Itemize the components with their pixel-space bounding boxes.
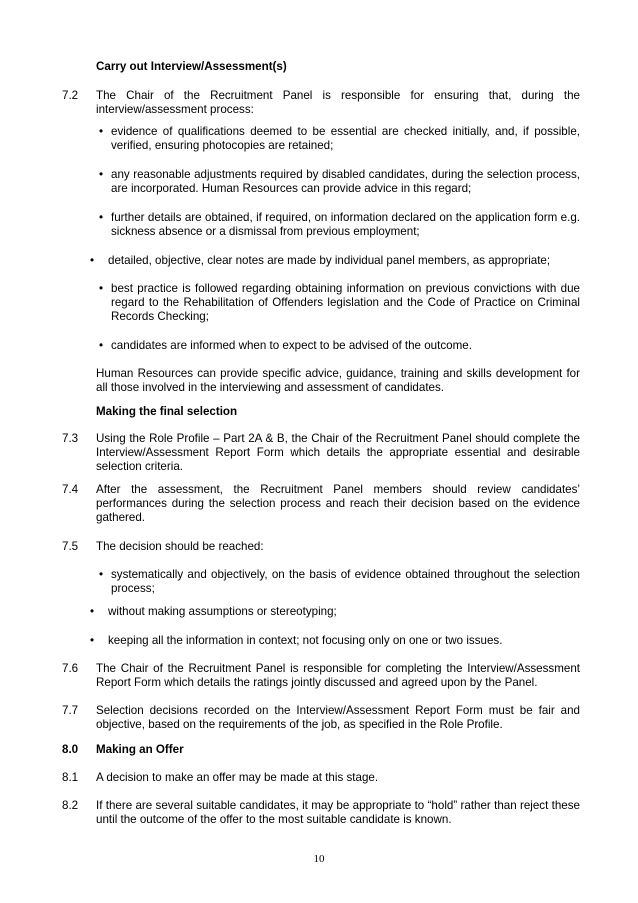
page-number: 10 (313, 853, 325, 865)
clause-text-8-2: If there are several suitable candidates, it may be appropriate to “hold” rather than reject these until the outcome of the offer to the most suitable candidate is known. (96, 799, 580, 826)
bullet-glyph: • (90, 605, 95, 618)
clause-number-7-7: 7.7 (62, 704, 79, 717)
hr-guidance-note: Human Resources can provide specific advice, guidance, training and skills development for all those involved in the interviewing and assessment of candidates. (96, 367, 580, 394)
clause-text-7-7: Selection decisions recorded on the Interview/Assessment Report Form must be fair and objective, based on the requirements of the job, as specified in the Role Profile. (96, 704, 580, 731)
section-heading-interview: Carry out Interview/Assessment(s) (96, 60, 287, 73)
bullet-item: any reasonable adjustments required by disabled candidates, during the selection process, are incorporated. Human Resources can provide advice in this regard; (111, 168, 580, 195)
clause-text-7-2: The Chair of the Recruitment Panel is responsible for ensuring that, during the interview/assessment process: (96, 89, 580, 116)
section-number-8-0: 8.0 (62, 743, 79, 756)
clause-number-7-4: 7.4 (62, 483, 79, 496)
bullet-item: candidates are informed when to expect to be advised of the outcome. (111, 339, 472, 352)
bullet-glyph: • (99, 211, 104, 224)
clause-text-7-6: The Chair of the Recruitment Panel is responsible for completing the Interview/Assessment Report Form which details the ratings jointly discussed and agreed upon by the Panel. (96, 662, 580, 689)
bullet-item: without making assumptions or stereotyping; (108, 605, 337, 618)
bullet-glyph: • (99, 168, 104, 181)
clause-number-7-3: 7.3 (62, 432, 79, 445)
section-heading-final-selection: Making the final selection (96, 405, 238, 418)
bullet-item: evidence of qualifications deemed to be essential are checked initially, and, if possible, verified, ensuring photocopies are retained; (111, 125, 580, 152)
clause-text-7-3: Using the Role Profile – Part 2A & B, the Chair of the Recruitment Panel should complete the Interview/Assessment Report Form which details the appropriate essential and desirable selection criteria. (96, 432, 580, 473)
clause-number-7-5: 7.5 (62, 540, 79, 553)
clause-number-8-2: 8.2 (62, 799, 79, 812)
bullet-item: further details are obtained, if required, on information declared on the application form e.g. sickness absence or a dismissal from previous employment; (111, 211, 580, 238)
bullet-item: systematically and objectively, on the basis of evidence obtained throughout the selection process; (111, 568, 580, 595)
bullet-glyph: • (90, 634, 95, 647)
clause-text-7-5: The decision should be reached: (96, 540, 264, 553)
bullet-glyph: • (99, 339, 104, 352)
clause-text-7-4: After the assessment, the Recruitment Panel members should review candidates’ performances during the selection process and reach their decision based on the evidence gathered. (96, 483, 580, 524)
bullet-glyph: • (99, 282, 104, 295)
clause-number-8-1: 8.1 (62, 771, 79, 784)
bullet-item: keeping all the information in context; not focusing only on one or two issues. (108, 634, 503, 647)
bullet-item: best practice is followed regarding obtaining information on previous convictions with due regard to the Rehabilitation of Offenders legislation and the Code of Practice on Criminal Records Checking; (111, 282, 580, 323)
clause-number-7-6: 7.6 (62, 662, 79, 675)
clause-number-7-2: 7.2 (62, 89, 79, 102)
bullet-item: detailed, objective, clear notes are made by individual panel members, as appropriate; (108, 254, 551, 267)
clause-text-8-1: A decision to make an offer may be made at this stage. (96, 771, 379, 784)
section-heading-making-offer: Making an Offer (96, 743, 184, 756)
bullet-glyph: • (99, 568, 104, 581)
bullet-glyph: • (90, 254, 95, 267)
bullet-glyph: • (99, 125, 104, 138)
